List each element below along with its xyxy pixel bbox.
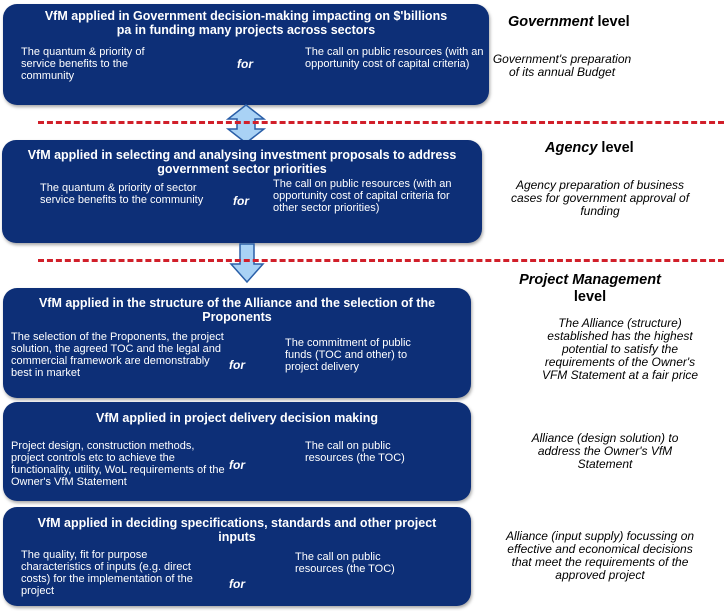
- double-arrow-icon: [226, 104, 266, 144]
- delivery-vfm-box: [3, 402, 471, 501]
- agency-vfm-left-text: The quantum & priority of sector service benefits to the community: [40, 182, 204, 206]
- agency-vfm-title: VfM applied in selecting and analysing investment proposals to address government sector priorities: [27, 148, 457, 176]
- alliance-vfm-left-text: The selection of the Proponents, the project solution, the agreed TOC and the legal and commercial framework are demonstrably best in market: [11, 331, 224, 379]
- agency-note: Agency preparation of business cases for government approval of funding: [510, 178, 690, 218]
- agency-vfm-right-text: The call on public resources (with an opportunity cost of capital criteria for other sector priorities): [273, 178, 452, 214]
- alliance-vfm-for: for: [229, 358, 245, 372]
- government-level-rest: level: [593, 14, 630, 30]
- government-vfm-for: for: [237, 57, 253, 71]
- government-vfm-left-text: The quantum & priority of service benefits to the community: [21, 46, 145, 82]
- delivery-note: Alliance (design solution) to address the Owner's VfM Statement: [531, 431, 679, 471]
- agency-level-label: [545, 140, 634, 156]
- alliance-vfm-title: VfM applied in the structure of the Alliance and the selection of the Proponents: [38, 296, 436, 324]
- agency-level-rest: level: [597, 140, 634, 156]
- government-level-bold: Government: [508, 14, 594, 30]
- government-level-label: [508, 14, 630, 30]
- specs-vfm-for: for: [229, 577, 245, 591]
- delivery-vfm-right-text: The call on public resources (the TOC): [305, 440, 405, 464]
- specs-vfm-right-text: The call on public resources (the TOC): [295, 551, 395, 575]
- project-level-bold: Project Management: [519, 272, 661, 288]
- alliance-vfm-box: [3, 288, 471, 398]
- government-vfm-title: VfM applied in Government decision-making impacting on $'billions pa in funding many projects across sectors: [44, 9, 448, 37]
- government-note: Government's preparation of its annual Budget: [492, 52, 632, 79]
- alliance-vfm-right-text: The commitment of public funds (TOC and other) to project delivery: [285, 337, 411, 373]
- agency-vfm-box: [2, 140, 482, 243]
- government-vfm-box: [3, 4, 489, 105]
- divider-gov-agency: [38, 121, 724, 124]
- government-vfm-right-text: The call on public resources (with an opportunity cost of capital criteria): [305, 46, 484, 70]
- project-level-label: [510, 272, 670, 306]
- delivery-vfm-left-text: Project design, construction methods, project controls etc to achieve the functionality, utility, WoL requirements of the Owner's VfM Statement: [11, 440, 225, 488]
- agency-level-bold: Agency: [545, 140, 598, 156]
- agency-vfm-for: for: [233, 194, 249, 208]
- delivery-vfm-title: VfM applied in project delivery decision making: [95, 411, 378, 425]
- specs-vfm-title: VfM applied in deciding specifications, standards and other project inputs: [37, 516, 437, 544]
- specs-note: Alliance (input supply) focussing on effective and economical decisions that meet the requirements of the approved project: [505, 529, 695, 582]
- specs-vfm-box: [3, 507, 471, 606]
- alliance-note: The Alliance (structure) established has the highest potential to satisfy the requirements of the Owner's VFM Statement at a fair price: [541, 316, 699, 382]
- specs-vfm-left-text: The quality, fit for purpose characteristics of inputs (e.g. direct costs) for the implementation of the project: [21, 549, 193, 597]
- project-level-rest: level: [573, 289, 607, 305]
- down-arrow-icon: [229, 243, 265, 283]
- divider-agency-project: [38, 259, 724, 262]
- delivery-vfm-for: for: [229, 458, 245, 472]
